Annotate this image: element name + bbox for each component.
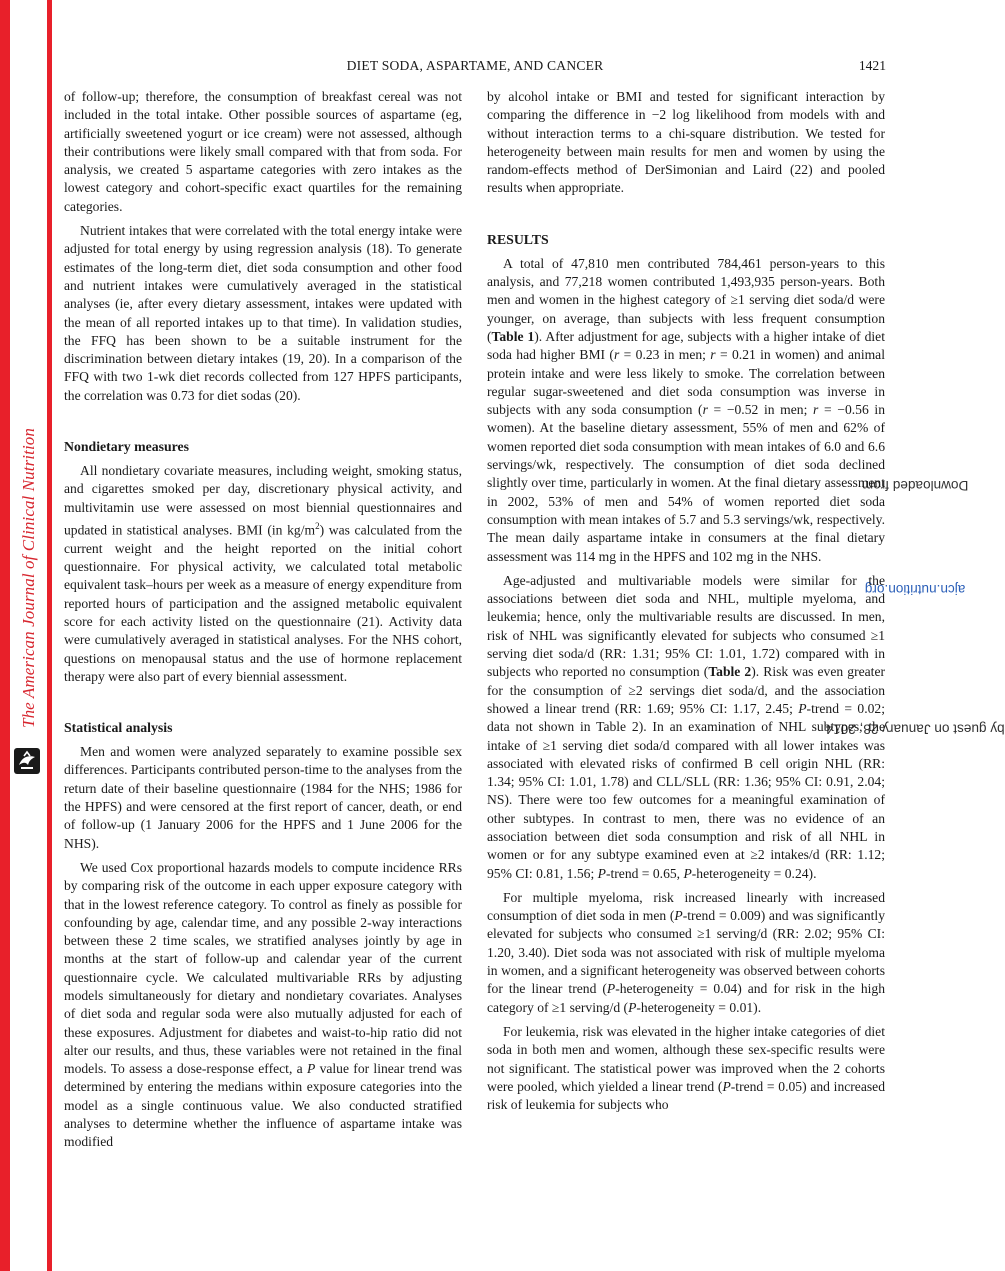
section-heading-nondietary: Nondietary measures xyxy=(64,439,190,455)
text-run: = −0.56 in women). At the baseline dietary assessment, 55% of men and 62% of women reported diet soda consumption with mean intakes of 6.0 and 6.6 servings/wk, respectively. The consumption of diet soda declined slightly over time, particularly in women. At the final dietary assessment in 2002, 53% of men and 54% of women reported diet soda consumption with mean intakes of 5.7 and 5.3 servings/wk, respectively. The mean daily aspartame intake in consumers at the final dietary assessment was 114 mg in the HPFS and 102 mg in the NHS. xyxy=(487,402,885,564)
table-reference[interactable]: Table 1 xyxy=(491,328,535,344)
paragraph: by alcohol intake or BMI and tested for significant interaction by comparing the difference in −2 log likelihood from models with and without interaction terms to a chi-square distribution. We tested for heterogeneity between main results for men and women by using the random-effects method of DerSimonian and Laird (22) and pooled results when appropriate. xyxy=(487,89,885,196)
right-column xyxy=(487,88,885,1120)
text-run: For multiple myeloma, risk increased linearly with increased consumption of diet soda in men ( xyxy=(487,889,885,924)
text-run: For leukemia, risk was elevated in the higher intake categories of diet soda in both men and women, although these sex-specific results were not significant. The statistical power was improved when the 2 cohorts were pooled, which yielded a linear trend ( xyxy=(487,1023,885,1094)
italic-run: P xyxy=(722,1078,731,1094)
text-run: -trend = 0.02; data not shown in Table 2). In an examination of NHL subtypes, the intake of ≥1 serving diet soda/d compared with all lower intakes was associated with elevated risks of confirmed B cell origin NHL (RR: 1.34; 95% CI: 1.01, 1.78) and CLL/SLL (RR: 1.36; 95% CI: 0.91, 2.04; NS). There were too few outcomes for a meaningful examination of other subtypes. In contrast to men, there was no evidence of an association between diet soda consumption and risk of all NHL in women or for any subtype examined even at ≥2 intakes/d (RR: 1.12; 95% CI: 0.81, 1.56; xyxy=(487,700,885,881)
left-column xyxy=(64,88,462,1158)
text-run: = 0.21 in women) and animal protein intake and were less likely to smoke. The correlation between regular sugar-sweetened and diet soda consumption was inverse in subjects with any soda consumption ( xyxy=(487,347,885,418)
text-run: = 0.23 in men; xyxy=(619,347,711,363)
text-run: ). After adjustment for age, subjects with a higher intake of diet soda had higher BMI ( xyxy=(487,328,885,363)
text-run: Age-adjusted and multivariable models were similar for the associations between diet soda and NHL, multiple myeloma, and leukemia; hence, only the multivariable results are discussed. In men, risk of NHL was significantly elevated for subjects who consumed ≥1 serving diet soda/d (RR: 1.31; 95% CI: 1.01, 1.72) compared with in subjects who reported no consumption ( xyxy=(487,572,885,680)
left-red-bar xyxy=(0,0,10,1271)
paragraph xyxy=(487,572,885,883)
download-notice xyxy=(825,432,1005,818)
text-run: ). Risk was even greater for the consumption of ≥2 servings diet soda/d, and the association showed a linear trend (RR: 1.69; 95% CI: 1.17, 2.45; xyxy=(487,664,886,716)
download-sidebar xyxy=(825,440,1005,810)
text-run: -heterogeneity = 0.24). xyxy=(691,865,817,881)
journal-logo-icon xyxy=(14,748,40,774)
italic-run: r xyxy=(710,347,716,363)
italic-run: P xyxy=(606,981,616,997)
italic-run: P xyxy=(628,999,637,1015)
section-heading-statistical: Statistical analysis xyxy=(64,720,173,736)
journal-title: The American Journal of Clinical Nutrition xyxy=(18,427,38,728)
download-prefix: Downloaded from xyxy=(861,477,969,493)
italic-run: P xyxy=(674,908,683,924)
text-run: -heterogeneity = 0.01). xyxy=(636,999,762,1015)
paragraph xyxy=(64,859,462,1152)
italic-run: P xyxy=(683,865,692,881)
text-run: All nondietary covariate measures, including weight, smoking status, and cigarettes smoked per day, discretionary physical activity, and multivitamin use were assessed on most biennial questionnaires and updated in statistical analyses. BMI (in kg/m xyxy=(64,463,462,538)
text-run: ) was calculated from the current weight and the height reported on the initial cohort questionnaire. For physical activity, we calculated total metabolic equivalent task–hours per week as a measure of energy expenditure from reported hours of participation and the assigned metabolic equivalent score for each activity listed on the questionnaire (21). Activity data were cumulatively averaged in statistical analyses. For the NHS cohort, questions on menopausal status and the use of hormone replacement therapy were also part of every biennial assessment. xyxy=(64,522,463,684)
paragraph: Men and women were analyzed separately to examine possible sex differences. Participants contributed person-time to the analyses from the return date of their baseline questionnaire (1984 for the NHS; 1986 for the HPFS) and were censored at the first report of cancer, death, or end of follow-up (1 January 2006 for the HPFS and 1 June 2006 for the NHS). xyxy=(64,744,462,851)
text-run: -trend = 0.009) and was significantly elevated for subjects who consumed ≥1 serving/d (RR: 2.02; 95% CI: 1.20, 3.40). Diet soda was not associated with risk of multiple myeloma in women, and a significant heterogeneity was observed between cohorts for the linear trend ( xyxy=(487,908,885,997)
left-red-rule xyxy=(47,0,52,1271)
journal-sidebar xyxy=(10,427,47,728)
paragraph: Nutrient intakes that were correlated with the total energy intake were adjusted for total energy by using regression analysis (18). To generate estimates of the long-term diet, diet soda consumption and other food and nutrient intakes were cumulatively averaged in the statistical analyses (ie, after every dietary assessment, intakes were updated with the mean of all reported intakes up to that time). In validation studies, the FFQ has been shown to be a suitable instrument for the discrimination between dietary intakes (19, 20). In a comparison of the FFQ with two 1-wk diet records collected from 127 HPFS participants, the correlation was 0.73 for diet sodas (20). xyxy=(64,223,462,403)
italic-run: P xyxy=(798,700,807,716)
section-heading-results: RESULTS xyxy=(487,231,549,247)
download-suffix: by guest on January 28, 2014 xyxy=(825,721,1005,737)
italic-run: P xyxy=(597,865,606,881)
text-run: -trend = 0.05) and increased risk of leukemia for subjects who xyxy=(487,1078,885,1113)
text-run: = −0.52 in men; xyxy=(707,402,814,418)
italic-run: r xyxy=(613,347,620,363)
page-number: 1421 xyxy=(858,58,886,73)
italic-run: P xyxy=(306,1061,316,1077)
running-head xyxy=(64,57,886,75)
italic-run: r xyxy=(702,402,708,418)
paragraph xyxy=(487,1023,885,1114)
table-reference[interactable]: Table 2 xyxy=(708,664,752,680)
paragraph xyxy=(64,462,462,686)
text-run: -heterogeneity = 0.04) and for risk in the high category of ≥1 serving/d ( xyxy=(487,981,885,1015)
text-run: -trend = 0.65, xyxy=(605,865,684,881)
italic-run: r xyxy=(813,402,819,418)
running-title: DIET SODA, ASPARTAME, AND CANCER xyxy=(346,58,604,73)
paragraph xyxy=(487,255,885,566)
text-run: value for linear trend was determined by entering the medians within exposure categories into the model as a single continuous value. We also conducted stratified analyses to determine whether the influence of aspartame intake was modified xyxy=(64,1061,463,1150)
download-site-link[interactable]: ajcn.nutrition.org xyxy=(864,581,966,597)
paragraph xyxy=(487,889,885,1017)
text-run: We used Cox proportional hazards models to compute incidence RRs by comparing risk of the outcome in each upper exposure category with that in the lowest reference category. To control as finely as possible for confounding by age, calendar time, and any possible 2-way interactions between these 2 time scales, we stratified analyses jointly by age in months at the start of follow-up and calendar year of the current questionnaire cycle. We calculated multivariable RRs by adjusting models simultaneously for dietary and nondietary covariates. Analyses of diet soda and regular soda were also mutually adjusted for each of these exposures. Adjustment for diabetes and waist-to-hip ratio did not alter our results, and thus, these variables were not retained in the final models. To assess a dose-response effect, a xyxy=(64,859,462,1077)
superscript: 2 xyxy=(315,520,320,531)
paragraph: of follow-up; therefore, the consumption of breakfast cereal was not included in the total intake. Other possible sources of aspartame (eg, artificially sweetened yogurt or ice cream) were not assessed, although their contributions were likely small compared with that from soda. For analysis, we created 5 aspartame categories with zero intakes as the lowest category and cohort-specific exact quartiles for the remaining categories. xyxy=(64,89,462,214)
text-run: A total of 47,810 men contributed 784,461 person-years to this analysis, and 77,218 women contributed 1,493,935 person-years. Both men and women in the highest category of ≥1 serving diet soda/d were younger, on average, than subjects with less frequent consumption ( xyxy=(487,255,885,344)
